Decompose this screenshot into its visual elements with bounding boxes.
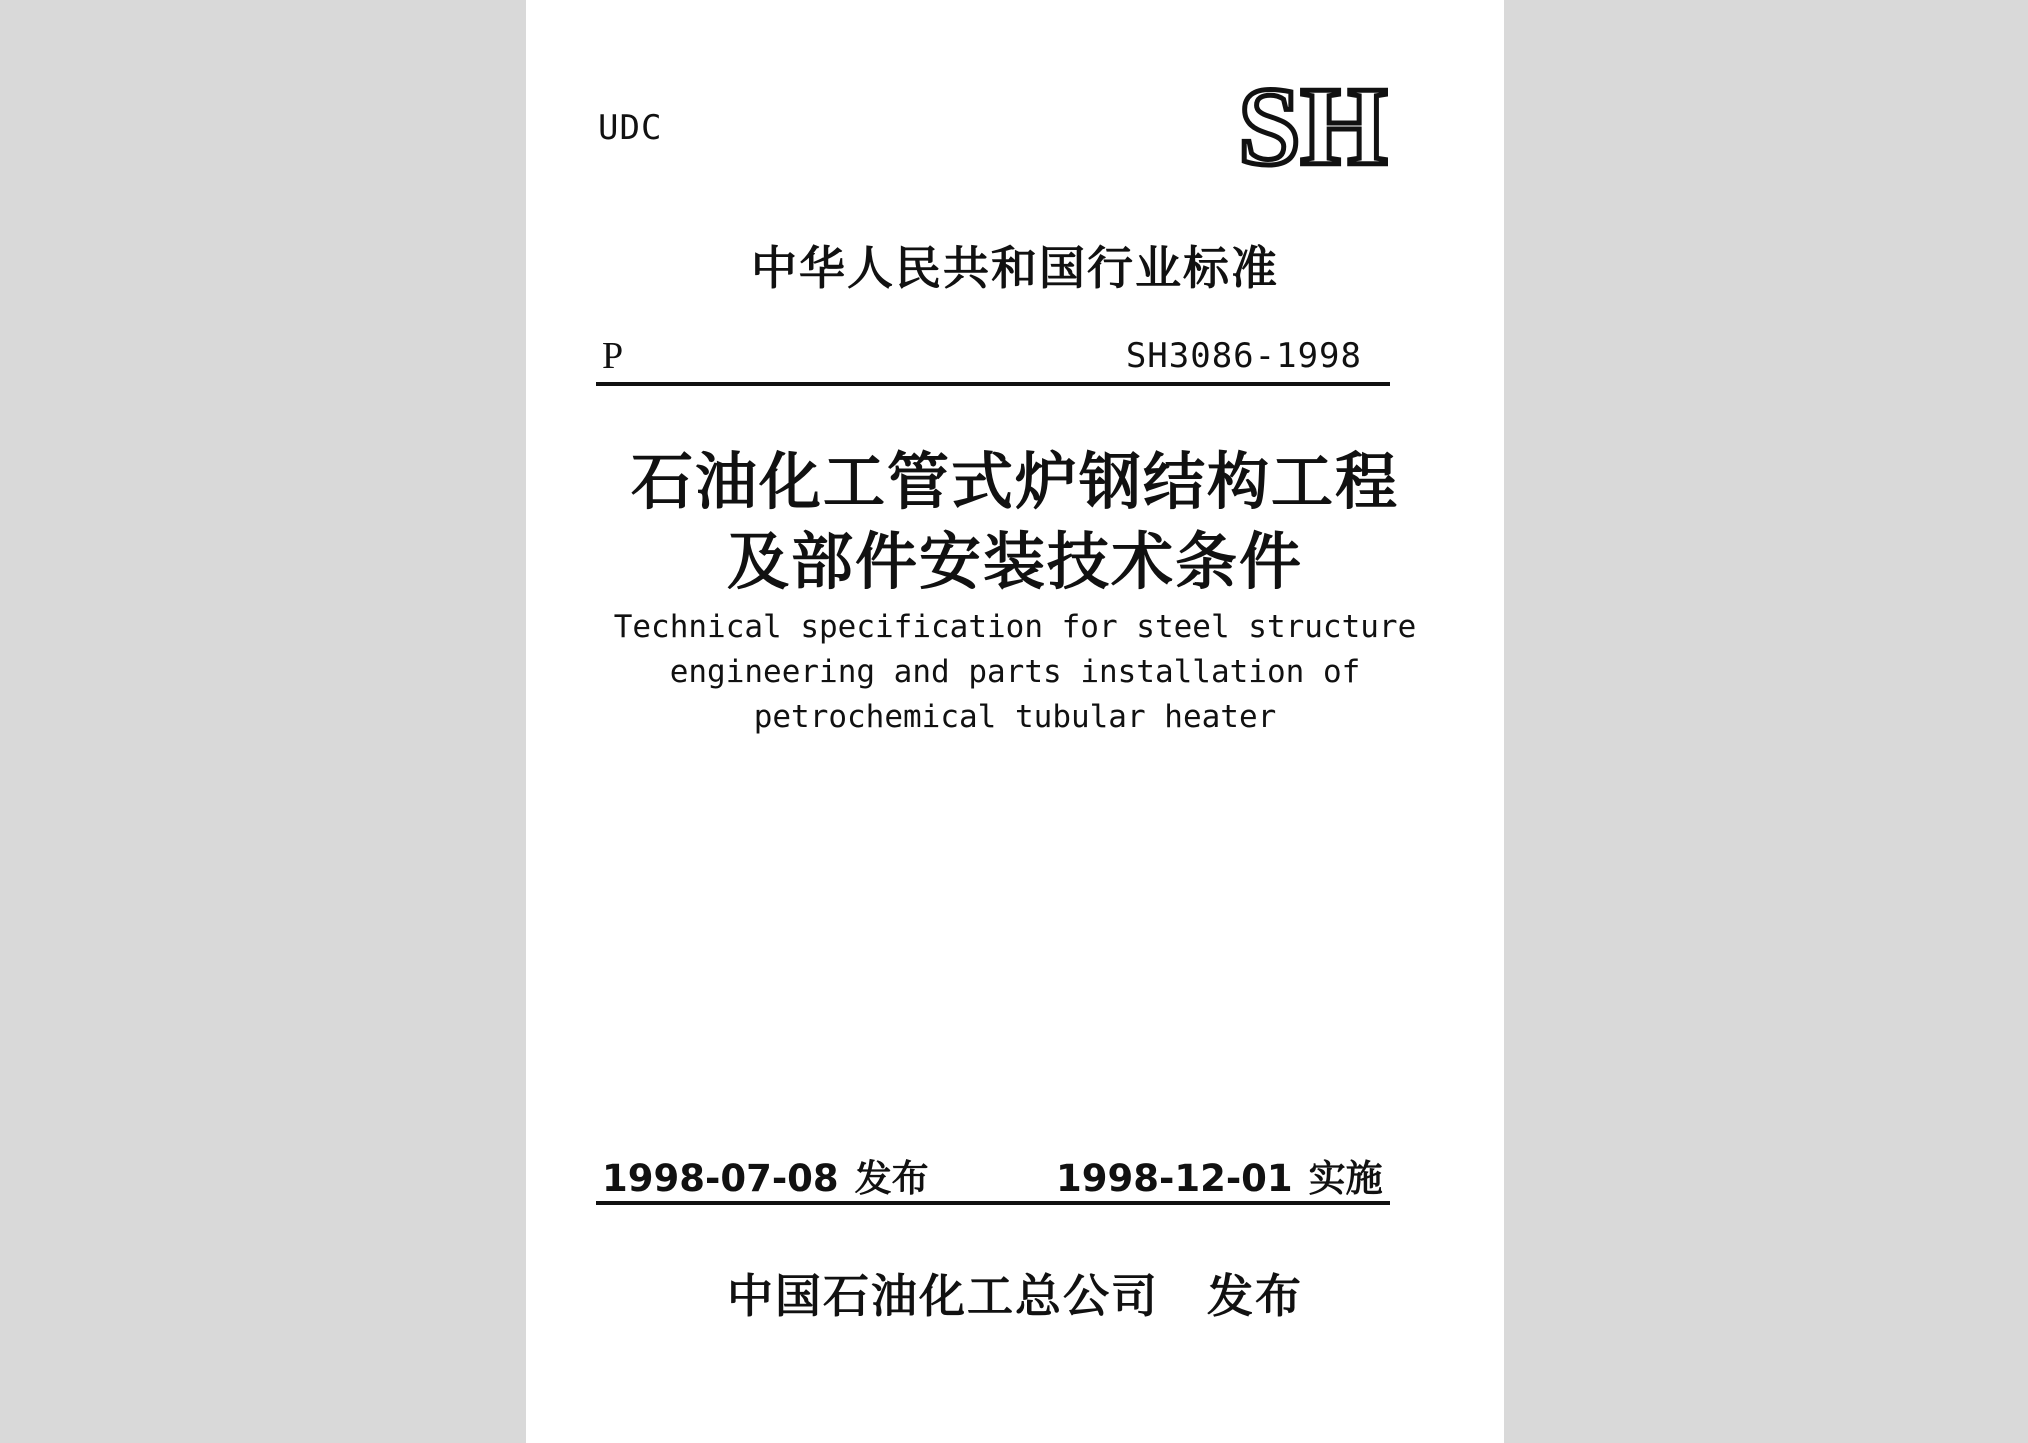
implement-date: 1998-12-01 [1056,1157,1293,1200]
document-page [526,0,1504,1443]
implement-date-block [1056,1148,1383,1202]
issue-label: 发布 [854,1157,929,1200]
chinese-title-line-2: 及部件安装技术条件 [726,525,1303,598]
organization-title: 中华人民共和国行业标准 [751,241,1279,295]
english-title-line-3: petrochemical tubular heater [753,699,1277,735]
header-divider [596,382,1390,386]
classification-code: P [602,335,624,377]
sh-logo [1238,70,1388,180]
chinese-title-line-1: 石油化工管式炉钢结构工程 [630,445,1399,518]
footer-divider [596,1201,1390,1205]
udc-label: UDC [598,108,663,148]
issue-date-block [602,1148,929,1202]
standard-code: SH3086-1998 [1125,336,1362,376]
english-title-line-2: engineering and parts installation of [669,654,1361,690]
issue-date: 1998-07-08 [602,1157,839,1200]
publisher-line [526,1260,1504,1326]
english-title-line-1: Technical specification for steel structure [613,609,1417,645]
publisher-action: 发布 [1207,1269,1303,1323]
implement-label: 实施 [1308,1157,1383,1200]
sh-logo-text: SH [1238,70,1388,180]
publisher-name: 中国石油化工总公司 [727,1269,1159,1323]
